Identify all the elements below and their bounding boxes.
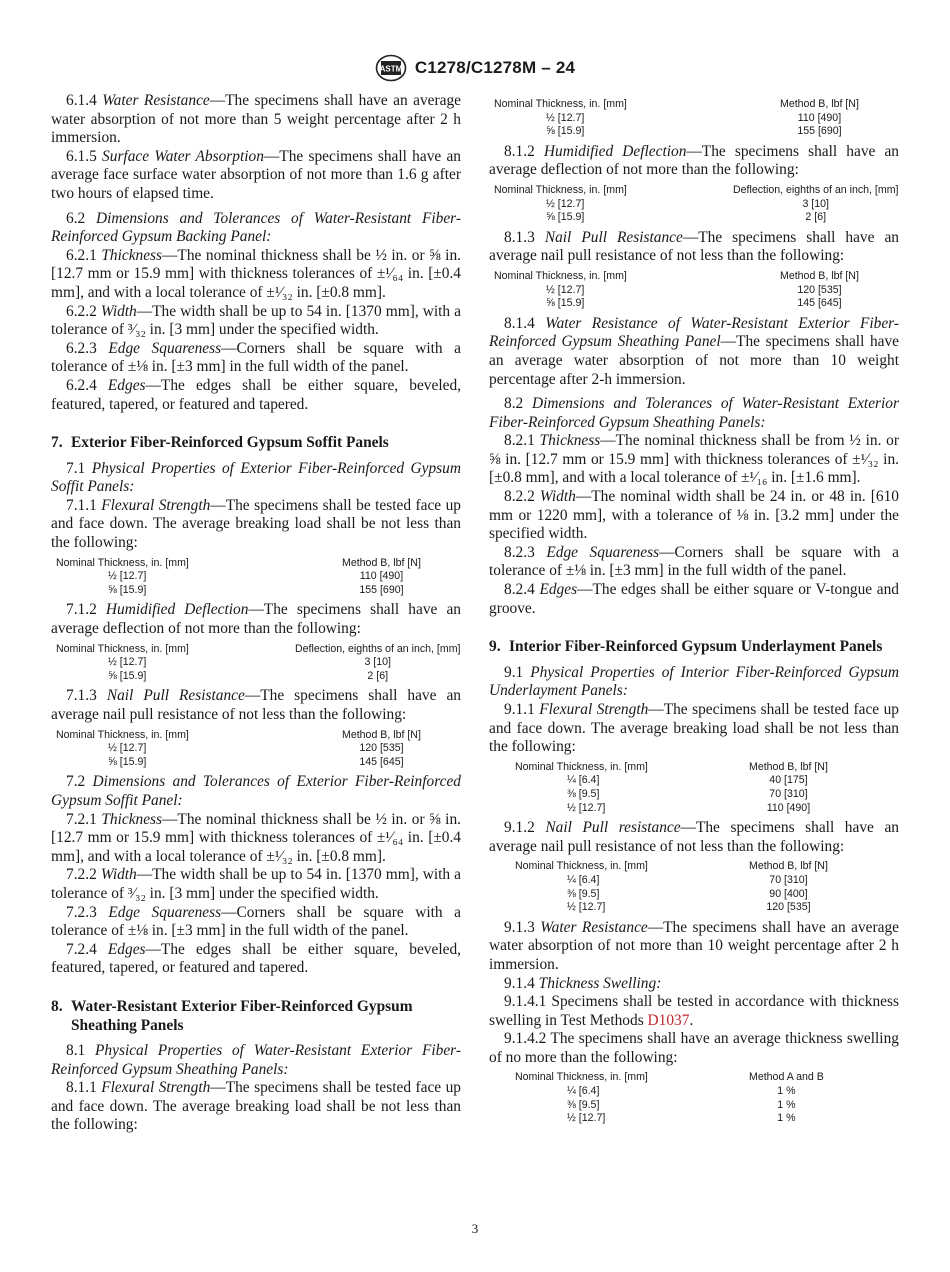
left-column [51, 92, 461, 1135]
section-8-2-4: 8.2.4 Edges—The edges shall be either square or V-tongue and groove. [489, 581, 899, 617]
section-7-2-4: 7.2.4 Edges—The edges shall be either square, beveled, featured, tapered, or featured and tapered. [51, 940, 461, 977]
document-designation: C1278/C1278M – 24 [414, 58, 576, 77]
section-9-1-3: 9.1.3 Water Resistance—The specimens shall have an average water absorption of not more than 10 weight percentage after 2 h immersion. [489, 918, 899, 973]
section-7-2-1: 7.2.1 Thickness—The nominal thickness shall be ½ in. or ⅝ in. [12.7 mm or 15.9 mm] with thickness tolerances of ±¹⁄₆₄ in. [±0.4 mm], and with a local tolerance of ±¹⁄₃₂ in. [±0.8 mm]. [51, 810, 461, 865]
flexural-strength-table-9: Nominal Thickness, in. [mm] Method B, lbf [N] ¼ [6.4] 40 [175] ⅜ [9.5] 70 [310] ½ [12.7] 110 [490] [515, 760, 828, 814]
table-row: ¼ [6.4] 40 [175] [567, 774, 808, 787]
section-6-2-2: 6.2.2 Width—The width shall be up to 54 in. [1370 mm], with a tolerance of ³⁄₃₂ in. [3 mm] under the specified width. [51, 302, 461, 339]
table-row: ⅝ [15.9] 145 [645] [108, 755, 404, 768]
section-8-heading: 8. Water-Resistant Exterior Fiber-Reinforced Gypsum Sheathing Panels [51, 997, 413, 1034]
flexural-strength-table-8: Nominal Thickness, in. [mm] Method B, lbf [N] ½ [12.7] 110 [490] ⅝ [15.9] 155 [690] [494, 98, 859, 138]
table-row: ½ [12.7] 110 [490] [546, 111, 842, 124]
section-6-2: 6.2 Dimensions and Tolerances of Water-Resistant Fiber-Reinforced Gypsum Backing Panel: [51, 209, 461, 246]
table-row: ⅝ [15.9] 2 [6] [546, 211, 827, 224]
deflection-table-8: Nominal Thickness, in. [mm] Deflection, eighths of an inch, [mm] ½ [12.7] 3 [10] ⅝ [15.9] 2 [6] [494, 183, 899, 224]
section-6-2-1: 6.2.1 Thickness—The nominal thickness shall be ½ in. or ⅝ in. [12.7 mm or 15.9 mm] with thickness tolerances of ±¹⁄₆₄ in. [±0.4 mm], and with a local tolerance of ±¹⁄₃₂ in. [±0.8 mm]. [51, 246, 461, 301]
deflection-table-7: Nominal Thickness, in. [mm] Deflection, eighths of an inch, [mm] ½ [12.7] 3 [10] ⅝ [15.9] 2 [6] [56, 642, 461, 682]
section-8-1-4: 8.1.4 Water Resistance of Water-Resistant Exterior Fiber-Reinforced Gypsum Sheathing Panel—The specimens shall have an average water absorption of not more than 10 weight percentage after 2-h immersion. [489, 314, 900, 388]
section-7-1-1: 7.1.1 Flexural Strength—The specimens shall be tested face up and face down. The average breaking load shall be not less than the following: [51, 496, 461, 552]
section-6-1-5: 6.1.5 Surface Water Absorption—The specimens shall have an average face surface water absorption of not more than 1.6 g after two hours of elapsed time. [51, 147, 461, 202]
section-8-2: 8.2 Dimensions and Tolerances of Water-Resistant Exterior Fiber-Reinforced Gypsum Sheathing Panels: [489, 395, 899, 431]
nail-pull-table-9: Nominal Thickness, in. [mm] Method B, lbf [N] ¼ [6.4] 70 [310] ⅜ [9.5] 90 [400] ½ [12.7] 120 [535] [515, 860, 828, 914]
table-row: ⅝ [15.9] 2 [6] [108, 669, 389, 682]
section-7-2: 7.2 Dimensions and Tolerances of Exterior Fiber-Reinforced Gypsum Soffit Panel: [51, 773, 461, 809]
table-row: ⅝ [15.9] 145 [645] [546, 297, 842, 310]
section-7-2-3: 7.2.3 Edge Squareness—Corners shall be square with a tolerance of ±⅛ in. [±3 mm] in the full width of the panel. [51, 903, 461, 940]
thickness-swelling-table: Nominal Thickness, in. [mm] Method A and B ¼ [6.4] 1 % ⅜ [9.5] 1 % ½ [12.7] 1 % [515, 1071, 824, 1125]
section-6-2-3: 6.2.3 Edge Squareness—Corners shall be square with a tolerance of ±⅛ in. [±3 mm] in the full width of the panel. [51, 339, 461, 376]
d1037-link[interactable]: D1037 [647, 1011, 690, 1029]
table-row: ½ [12.7] 120 [535] [108, 742, 404, 755]
table-row: ⅝ [15.9] 155 [690] [546, 125, 842, 138]
section-9-1-4: 9.1.4 Thickness Swelling: [504, 974, 662, 992]
page-header [0, 54, 950, 87]
section-7-1-3: 7.1.3 Nail Pull Resistance—The specimens shall have an average nail pull resistance of not less than the following: [51, 687, 461, 723]
table-row: ⅜ [9.5] 70 [310] [567, 787, 808, 800]
right-column [489, 98, 899, 1130]
section-9-1: 9.1 Physical Properties of Interior Fiber-Reinforced Gypsum Underlayment Panels: [489, 663, 899, 700]
table-row: ½ [12.7] 3 [10] [108, 656, 391, 669]
table-row: ½ [12.7] 120 [535] [546, 283, 842, 296]
section-8-1-3: 8.1.3 Nail Pull Resistance—The specimens shall have an average nail pull resistance of not less than the following: [489, 228, 899, 265]
nail-pull-table-8: Nominal Thickness, in. [mm] Method B, lbf [N] ½ [12.7] 120 [535] ⅝ [15.9] 145 [645] [494, 269, 859, 310]
section-7-1-2: 7.1.2 Humidified Deflection—The specimens shall have an average deflection of not more than the following: [51, 601, 461, 638]
table-row: ½ [12.7] 110 [490] [567, 801, 811, 814]
astm-logo [375, 54, 407, 82]
section-8-2-3: 8.2.3 Edge Squareness—Corners shall be square with a tolerance of ±⅛ in. [±3 mm] in the full width of the panel. [489, 543, 899, 580]
section-7-heading: 7. Exterior Fiber-Reinforced Gypsum Soffit Panels [51, 434, 389, 452]
section-7-2-2: 7.2.2 Width—The width shall be up to 54 in. [1370 mm], with a tolerance of ³⁄₃₂ in. [3 mm] under the specified width. [51, 866, 461, 902]
section-8-2-1: 8.2.1 Thickness—The nominal thickness shall be from ½ in. or ⅝ in. [12.7 mm or 15.9 mm] with thickness tolerances of ±¹⁄₃₂ in. [±0.8 mm], and with a local tolerance of ±¹⁄₁₆ in. [±1.6 mm]. [489, 432, 899, 487]
section-8-1: 8.1 Physical Properties of Water-Resistant Exterior Fiber-Reinforced Gypsum Sheathing Panels: [51, 1042, 461, 1078]
astm-logo-text: ASTM [379, 64, 403, 74]
section-8-2-2: 8.2.2 Width—The nominal width shall be 24 in. or 48 in. [610 mm or 1220 mm], with a tolerance of ⅛ in. [3.2 mm] under the specified width. [489, 488, 899, 543]
section-6-1-4: 6.1.4 Water Resistance—The specimens shall have an average water absorption of not more than 5 weight percentage after 2 h immersion. [51, 92, 461, 147]
table-row: ⅝ [15.9] 155 [690] [108, 583, 404, 596]
section-9-1-1: 9.1.1 Flexural Strength—The specimens shall be tested face up and face down. The average breaking load shall be not less than the following: [489, 701, 899, 756]
flexural-strength-table-7: Nominal Thickness, in. [mm] Method B, lbf [N] ½ [12.7] 110 [490] ⅝ [15.9] 155 [690] [56, 556, 421, 596]
table-row: ½ [12.7] 3 [10] [546, 197, 829, 210]
table-row: ¼ [6.4] 1 % [567, 1085, 796, 1098]
table-row: ¼ [6.4] 70 [310] [567, 873, 808, 886]
table-row: ½ [12.7] 110 [490] [108, 570, 404, 583]
section-9-1-4-2: 9.1.4.2 The specimens shall have an average thickness swelling of no more than the following: [489, 1030, 899, 1066]
nail-pull-table-7: Nominal Thickness, in. [mm] Method B, lbf [N] ½ [12.7] 120 [535] ⅝ [15.9] 145 [645] [56, 728, 421, 768]
table-row: ⅜ [9.5] 1 % [567, 1098, 796, 1111]
section-9-heading: 9. Interior Fiber-Reinforced Gypsum Underlayment Panels [489, 638, 883, 656]
section-9-1-2: 9.1.2 Nail Pull resistance—The specimens shall have an average nail pull resistance of not less than the following: [489, 819, 899, 855]
section-8-1-1: 8.1.1 Flexural Strength—The specimens shall be tested face up and face down. The average breaking load shall be not less than the following: [51, 1079, 461, 1134]
table-row: ½ [12.7] 1 % [567, 1112, 796, 1125]
section-6-2-4: 6.2.4 Edges—The edges shall be either square, beveled, featured, tapered, or featured and tapered. [51, 376, 461, 413]
table-row: ½ [12.7] 120 [535] [567, 901, 811, 914]
section-8-1-2: 8.1.2 Humidified Deflection—The specimens shall have an average deflection of not more than the following: [489, 142, 899, 179]
section-9-1-4-1: 9.1.4.1 Specimens shall be tested in accordance with thickness swelling in Test Methods D1037. [489, 993, 899, 1029]
section-7-1: 7.1 Physical Properties of Exterior Fiber-Reinforced Gypsum Soffit Panels: [51, 459, 461, 496]
table-row: ⅜ [9.5] 90 [400] [567, 887, 808, 900]
page-number: 3 [471, 1221, 479, 1236]
